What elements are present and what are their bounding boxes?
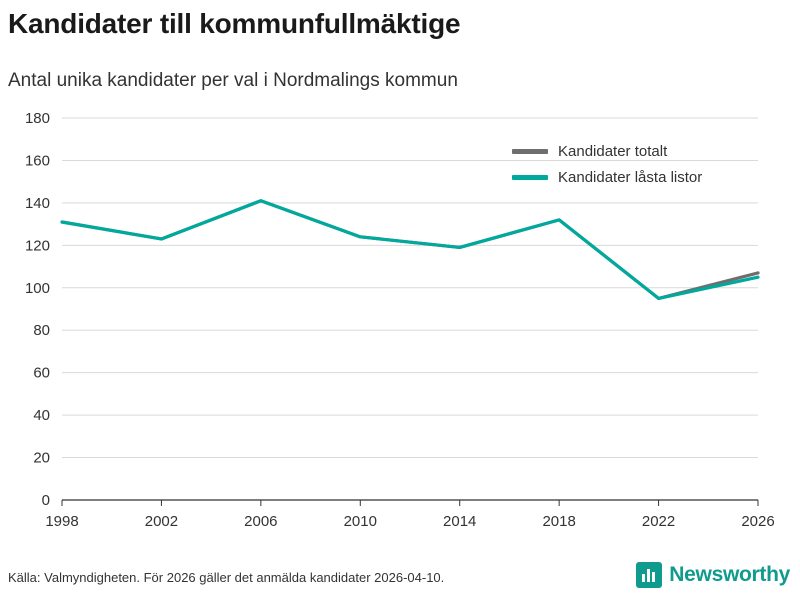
bar-chart-icon [636,562,662,588]
y-tick-label: 0 [41,492,50,509]
legend-item-locked [512,164,702,190]
legend-swatch-locked [512,175,548,180]
x-tick-label: 2002 [144,513,179,530]
y-tick-label: 100 [24,279,50,297]
series-line-locked [62,201,758,299]
brand-name: Newsworthy [669,563,790,586]
y-tick-label: 20 [33,449,50,467]
legend-swatch-total [512,149,548,154]
x-tick-label: 2014 [443,513,477,530]
page-subtitle: Antal unika kandidater per val i Nordmalings kommun [8,70,458,91]
y-tick-label: 80 [33,322,50,340]
x-tick-label: 1998 [45,513,79,530]
y-tick-label: 160 [24,152,50,170]
brand-logo [636,562,790,588]
series-line-total [62,201,758,299]
y-tick-label: 140 [24,194,50,212]
y-tick-label: 40 [33,407,50,425]
legend-label-locked: Kandidater låsta listor [558,168,703,186]
y-tick-label: 180 [24,110,50,127]
x-tick-label: 2022 [641,513,676,530]
y-tick-label: 120 [24,237,50,255]
y-tick-label: 60 [33,364,50,382]
legend-item-total [512,138,702,164]
x-tick-label: 2006 [244,513,278,530]
x-tick-label: 2026 [741,513,775,530]
source-note: Källa: Valmyndigheten. För 2026 gäller det anmälda kandidater 2026-04-10. [8,570,445,585]
x-tick-label: 2018 [542,513,576,530]
x-tick-label: 2010 [343,513,377,530]
legend-label-total: Kandidater totalt [558,142,668,160]
page-title: Kandidater till kommunfullmäktige [8,8,461,39]
chart-legend [512,138,702,190]
